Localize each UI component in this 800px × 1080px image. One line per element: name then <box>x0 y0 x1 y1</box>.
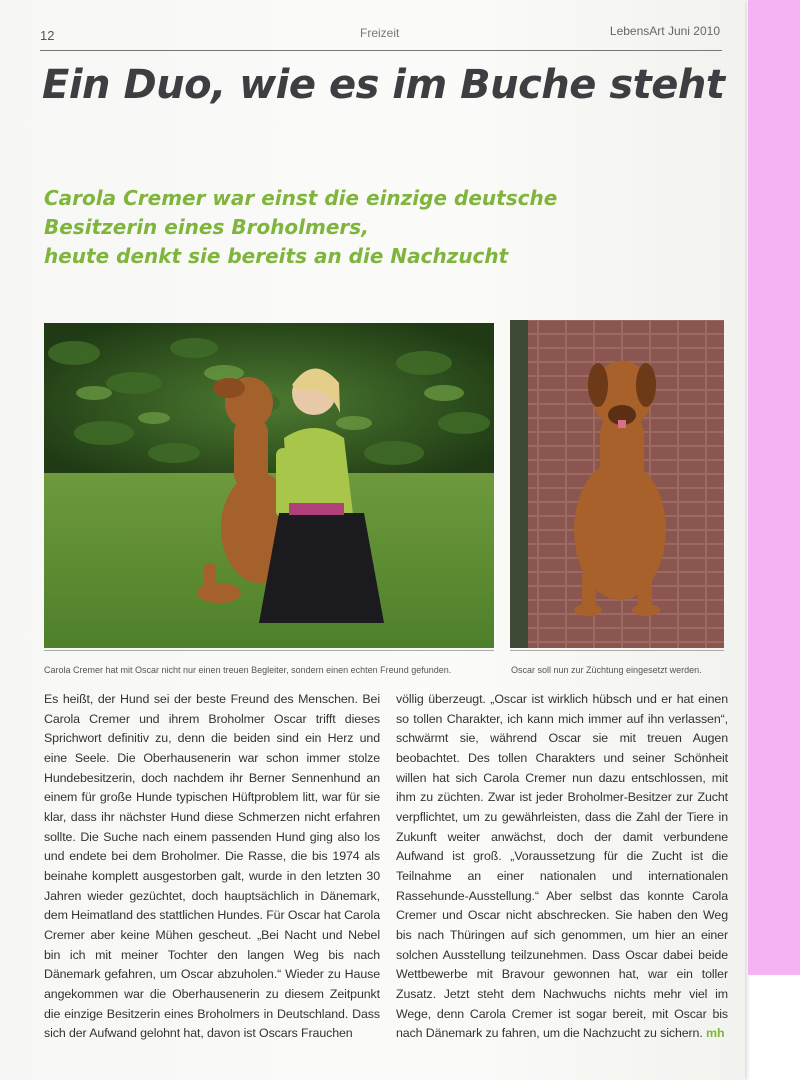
side-tab <box>748 0 800 975</box>
page-number: 12 <box>40 28 55 43</box>
subhead-line: heute denkt sie bereits an die Nachzucht <box>44 244 509 268</box>
body-column-1: Es heißt, der Hund sei der beste Freund des Menschen. Bei Carola Cremer und ihrem Broholmer Oscar trifft dieses Sprichwort definitiv zu, denn die beiden sind ein Herz und eine Seele. Die Oberhausenerin war schon immer stolze Hundebesitzerin, doch nachdem ihr Berner Sennenhund an einem für große Hunde typischen Hüftproblem litt, war für sie klar, dass ihr nächster Hund diese Schmerzen nicht erfahren sollte. Die Suche nach einem passenden Hund ging also los und endete bei dem Broholmer. Die Rasse, die bis 1974 als beinahe komplett ausgestorben galt, wurde in den letzten 30 Jahren wieder gezüchtet, doch hauptsächlich in Dänemark, dem Heimatland des stattlichen Hundes. Für Oscar hat Carola Cremer aber keine Mühen gescheut. „Bei Nacht und Nebel bin ich mit meiner Tochter den langen Weg bis nach Dänemark gefahren, um Oscar abzuholen.“ Wieder zu Hause angekommen war die Oberhausenerin zu diesem Zeitpunkt die einzige Besitzerin eines Broholmers in Deutschland. Dass sich der Aufwand gelohnt hat, davon ist Oscars Frauchen <box>44 692 380 1041</box>
photo-caption-2: Oscar soll nun zur Züchtung eingesetzt werden. <box>511 665 702 675</box>
article-subhead <box>44 184 604 271</box>
caption-rule <box>510 650 724 651</box>
author-initials: mh <box>706 1026 725 1041</box>
section-label: Freizeit <box>360 26 400 40</box>
page-header <box>40 22 720 48</box>
photo-dog-on-pavement <box>510 320 724 648</box>
photo-caption-1: Carola Cremer hat mit Oscar nicht nur einen treuen Begleiter, sondern einen echten Freund gefunden. <box>44 665 452 675</box>
subhead-line: Carola Cremer war einst die einzige deutsche <box>44 186 558 210</box>
subhead-line: Besitzerin eines Broholmers, <box>44 215 369 239</box>
caption-rule <box>44 650 494 651</box>
body-column-2-text: völlig überzeugt. „Oscar ist wirklich hübsch und er hat einen so tollen Charakter, ich kann mich immer auf ihn verlassen“, schwärmt sie, während Oscar sie mit treuen Augen beobachtet. Des tollen Charakters und seiner Schönheit willen hat sich Carola Cremer nun dazu entschlossen, mit ihm zu züchten. Zwar ist jeder Broholmer-Besitzer zur Zucht verpflichtet, um zu gewährleisten, dass die Zahl der Tiere in Zukunft weiter anwächst, doch der damit verbundene Aufwand ist groß. „Voraussetzung für die Zucht ist die Teilnahme an einer nationalen und internationalen Rassehunde-Ausstellung.“ Aber selbst das konnte Carola Cremer und Oscar nicht abschrecken. Sie haben den Weg bis nach Thüringen auf sich genommen, um hier an einer solchen Ausstellung teilzunehmen. Dass Oscar dabei beide Wettbewerbe mit Bravour gewonnen hat, war ein toller Zusatz. Jetzt steht dem Nachwuchs nichts mehr viel im Wege, denn Carola Cremer ist sogar bereit, mit Oscar bis nach Dänemark zu fahren, um die Nachzucht zu sichern. <box>396 692 728 1041</box>
photo-woman-with-dog <box>44 323 494 648</box>
magazine-issue: LebensArt Juni 2010 <box>609 24 720 38</box>
article-headline: Ein Duo, wie es im Buche steht <box>42 62 725 108</box>
body-column-2 <box>396 690 728 1044</box>
header-rule <box>40 50 722 51</box>
